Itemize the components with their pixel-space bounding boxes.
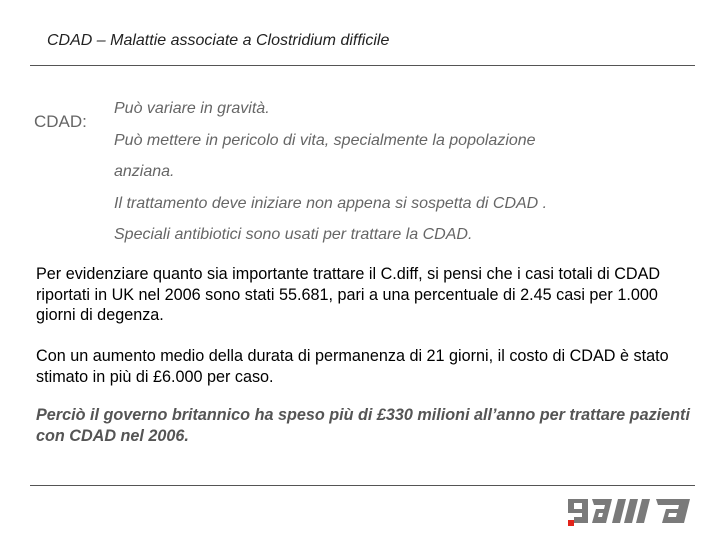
bullet-item: Il trattamento deve iniziare non appena si sospetta di CDAD .	[114, 194, 548, 212]
gama-logo	[566, 493, 694, 529]
paragraph-cost-per-case: Con un aumento medio della durata di permanenza di 21 giorni, il costo di CDAD è stato stimato in più di £6.000 per caso.	[36, 347, 669, 386]
paragraph-government-spending: Perciò il governo britannico ha speso più di £330 milioni all’anno per trattare pazienti con CDAD nel 2006.	[36, 406, 690, 445]
bullet-item: Può variare in gravità.	[114, 100, 270, 117]
cdad-bullet-list	[114, 93, 674, 251]
slide-title: CDAD – Malattie associate a Clostridium difficile	[47, 32, 390, 49]
paragraph-uk-cases: Per evidenziare quanto sia importante trattare il C.diff, si pensi che i casi totali di CDAD riportati in UK nel 2006 sono stati 55.681, pari a una percentuale di 2.45 casi per 1.000 giorni di degenza.	[36, 265, 661, 324]
cdad-label: CDAD:	[34, 112, 87, 131]
bullet-item: Può mettere in pericolo di vita, specialmente la popolazione	[114, 131, 536, 149]
bottom-divider	[30, 485, 695, 486]
bullet-item: Speciali antibiotici sono usati per trattare la CDAD.	[114, 226, 473, 243]
top-divider	[30, 65, 695, 66]
bullet-item: anziana.	[114, 163, 175, 180]
